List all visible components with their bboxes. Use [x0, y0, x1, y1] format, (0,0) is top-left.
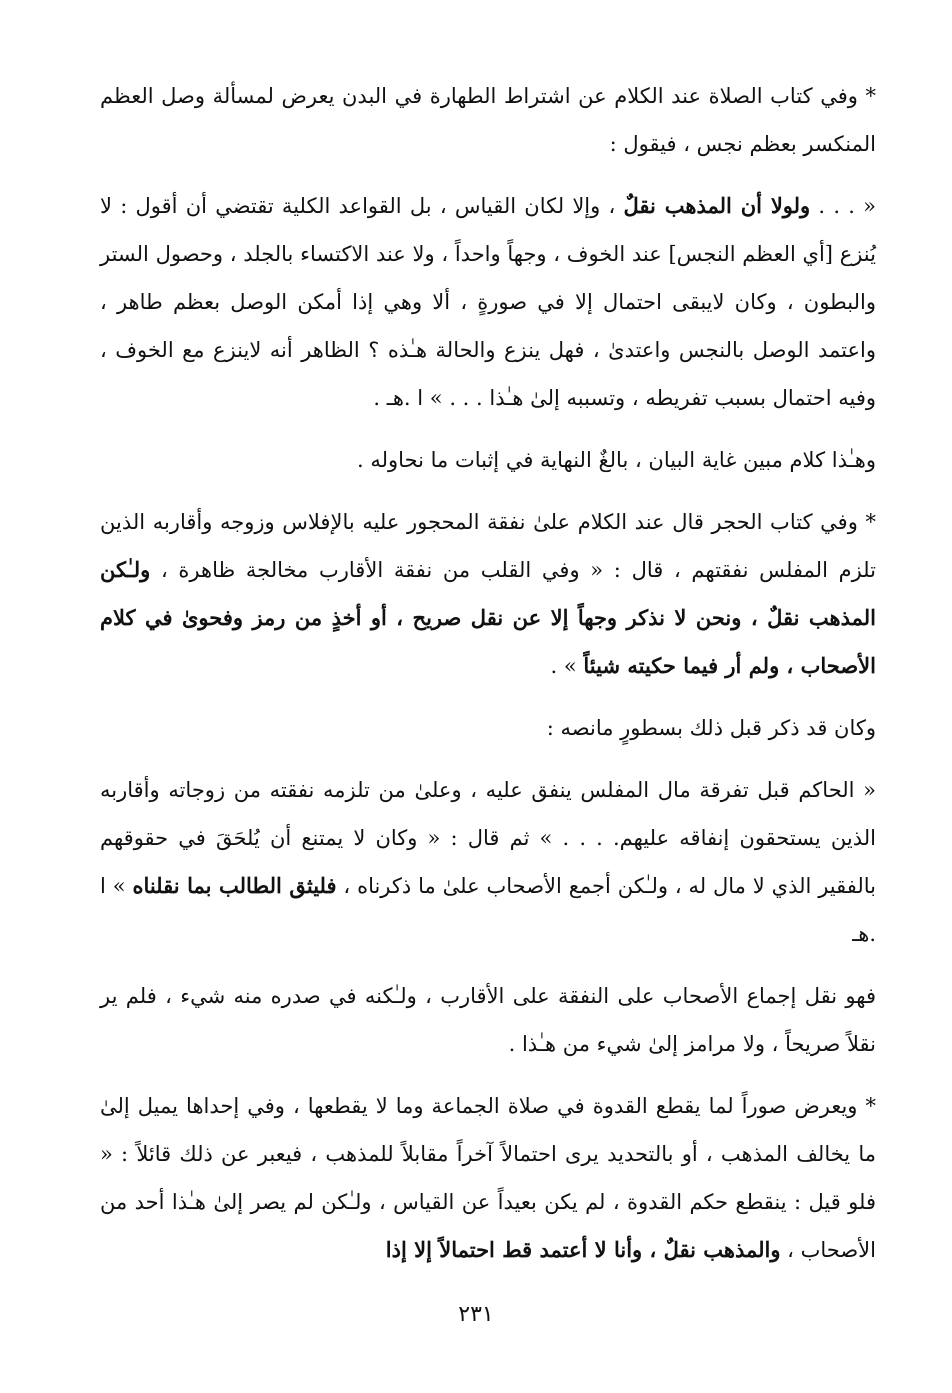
- paragraph-text: وهـٰذا كلام مبين غاية البيان ، بالغٌ النهاية في إثبات ما نحاوله .: [357, 448, 876, 472]
- paragraph-text: » .: [550, 654, 577, 678]
- paragraph-text: وكان قد ذكر قبل ذلك بسطورٍ مانصه :: [546, 716, 876, 740]
- paragraph-text: * وفي كتاب الصلاة عند الكلام عن اشتراط الطهارة في البدن يعرض لمسألة وصل العظم المنكسر بعظم نجس ، فيقول :: [100, 84, 876, 156]
- paragraph-text: ، وإلا لكان القياس ، بل القواعد الكلية تقتضي أن أقول : لا يُنزع [أي العظم النجس] عند الخوف ، وجهاً واحداً ، ولا عند الاكتساء بالجلد ، وحصول الستر والبطون ، وكان لايبقى احتمال إلا في صورةٍ ، ألا وهي إذا أمكن الوصل بعظم طاهر ، واعتمد الوصل بالنجس واعتدىٰ ، فهل ينزع والحالة هـٰذه ؟ الظاهر أنه لاينزع مع الخوف ، وفيه احتمال بسبب تفريطه ، وتسببه إلىٰ هـٰذا . . . » ا .هـ .: [100, 194, 876, 410]
- paragraph: [100, 72, 876, 168]
- paragraph: [100, 436, 876, 484]
- paragraph: [100, 498, 876, 690]
- paragraph-text: » ا .هـ: [100, 874, 876, 946]
- bold-quote-text: والمذهب نقلٌ ، وأنا لا أعتمد قط احتمالاً إلا إذا: [385, 1237, 781, 1262]
- paragraph-text: * وفي كتاب الحجر قال عند الكلام علىٰ نفقة المحجور عليه بالإفلاس وزوجه وأقاربه الذين تلزم المفلس نفقتهم ، قال : « وفي القلب من نفقة الأقارب مخالجة ظاهرة ،: [100, 510, 876, 582]
- paragraph: [100, 704, 876, 752]
- paragraph: [100, 1082, 876, 1274]
- page-body: [100, 72, 876, 1288]
- bold-quote-text: ولـٰكن المذهب نقلٌ ، ونحن لا نذكر وجهاً إلا عن نقل صريح ، أو أخذٍ من رمز وفحوىٰ في كلام الأصحاب ، ولم أر فيما حكيته شيئاً: [100, 557, 876, 678]
- paragraph-text: * ويعرض صوراً لما يقطع القدوة في صلاة الجماعة وما لا يقطعها ، وفي إحداها يميل إلىٰ ما يخالف المذهب ، أو بالتحديد يرى احتمالاً آخراً مقابلاً للمذهب ، فيعبر عن ذلك قائلاً : « فلو قيل : ينقطع حكم القدوة ، لم يكن بعيداً عن القياس ، ولـٰكن لم يصر إلىٰ هـٰذا أحد من الأصحاب ،: [100, 1094, 876, 1262]
- paragraph-text: « . . .: [818, 194, 876, 218]
- bold-quote-text: ولولا أن المذهب نقلٌ: [623, 193, 811, 218]
- paragraph: [100, 766, 876, 958]
- paragraph: [100, 182, 876, 422]
- bold-quote-text: فليثق الطالب بما نقلناه: [132, 873, 337, 898]
- paragraph: [100, 972, 876, 1068]
- paragraph-text: « الحاكم قبل تفرقة مال المفلس ينفق عليه ، وعلىٰ من تلزمه نفقته من زوجاته وأقاربه الذين يستحقون إنفاقه عليهم. . . . » ثم قال : « وكان لا يمتنع أن يُلحَقَ في حقوقهم بالفقير الذي لا مال له ، ولـٰكن أجمع الأصحاب علىٰ ما ذكرناه ،: [100, 778, 877, 898]
- page-number: ٢٣١: [458, 1302, 494, 1327]
- paragraph-text: فهو نقل إجماع الأصحاب على النفقة على الأقارب ، ولـٰكنه في صدره منه شيء ، فلم ير نقلاً صريحاً ، ولا مرامز إلىٰ شيء من هـٰذا .: [100, 984, 876, 1056]
